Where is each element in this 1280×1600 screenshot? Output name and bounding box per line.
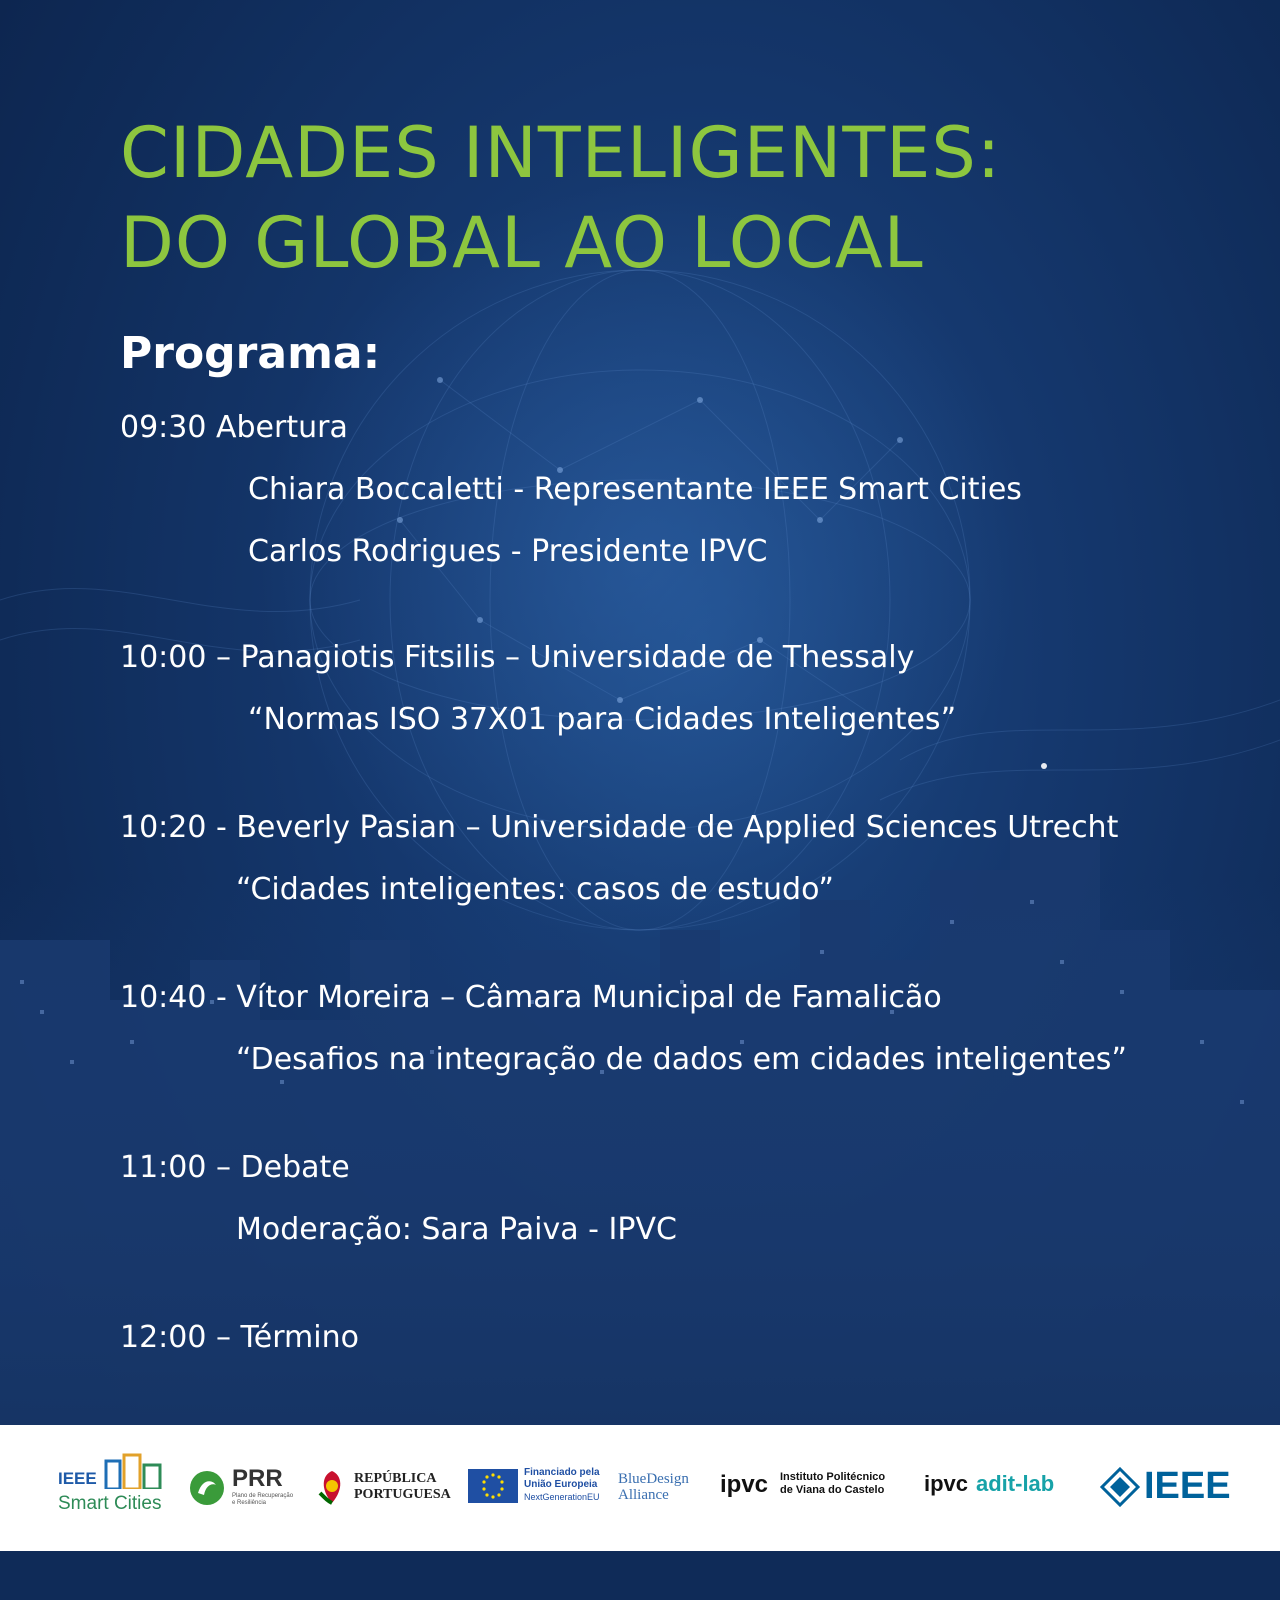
prr-sub-text: e Resiliência — [232, 1500, 267, 1506]
smart-cities-buildings-icon — [104, 1453, 164, 1489]
event-title — [120, 108, 1001, 288]
ipvc-logo — [720, 1469, 910, 1507]
title-line-2: DO GLOBAL AO LOCAL — [120, 202, 924, 284]
schedule-talk-title: “Cidades inteligentes: casos de estudo” — [236, 872, 834, 907]
schedule-speaker: Chiara Boccaletti - Representante IEEE Smart Cities — [248, 472, 1022, 507]
ieee-text: IEEE — [1144, 1465, 1231, 1507]
bluedesign-text: BlueDesign — [618, 1471, 689, 1487]
schedule-talk-title: “Normas ISO 37X01 para Cidades Inteligentes” — [248, 702, 957, 737]
republica-portuguesa-logo — [318, 1467, 453, 1507]
portugal-emblem-icon — [318, 1469, 346, 1505]
ipvc-text: ipvc — [720, 1471, 769, 1498]
portuguesa-text: PORTUGUESA — [354, 1487, 451, 1502]
ipvc-adit-lab-logo — [924, 1469, 1074, 1507]
schedule-moderator: Moderação: Sara Paiva - IPVC — [236, 1212, 677, 1247]
ieee-diamond-icon — [1100, 1467, 1140, 1507]
schedule-item-closing: 12:00 – Término — [120, 1320, 359, 1355]
ieee-sc-bottom-text: Smart Cities — [58, 1493, 162, 1514]
title-line-1: CIDADES INTELIGENTES: — [120, 112, 1002, 194]
schedule-item-debate: 11:00 – Debate — [120, 1150, 350, 1185]
prr-sub-text: Plano de Recuperação — [232, 1493, 294, 1499]
eu-flag-icon — [468, 1469, 518, 1503]
schedule-item-talk: 10:40 - Vítor Moreira – Câmara Municipal de Famalicão — [120, 980, 942, 1015]
eu-funding-logo — [468, 1465, 608, 1511]
alliance-text: Alliance — [618, 1487, 669, 1503]
schedule-speaker: Carlos Rodrigues - Presidente IPVC — [248, 534, 768, 569]
prr-circle-icon — [188, 1469, 226, 1507]
eu-text: União Europeia — [524, 1479, 598, 1490]
adit-ipvc-text: ipvc — [924, 1471, 969, 1496]
program-heading: Programa: — [120, 328, 381, 379]
ipvc-name-text: de Viana do Castelo — [780, 1484, 885, 1496]
schedule-talk-title: “Desafios na integração de dados em cidades inteligentes” — [236, 1042, 1127, 1077]
prr-logo — [188, 1465, 308, 1511]
schedule-item-talk: 10:00 – Panagiotis Fitsilis – Universidade de Thessaly — [120, 640, 915, 675]
eu-text: NextGenerationEU — [524, 1492, 600, 1502]
bottom-band — [0, 1551, 1280, 1600]
bluedesign-alliance-logo — [618, 1471, 698, 1505]
schedule-item-talk: 10:20 - Beverly Pasian – Universidade de Applied Sciences Utrecht — [120, 810, 1119, 845]
prr-text: PRR — [232, 1465, 283, 1492]
sponsor-footer — [0, 1425, 1280, 1551]
eu-text: Financiado pela — [524, 1467, 600, 1478]
republica-text: REPÚBLICA — [354, 1471, 437, 1486]
ieee-logo — [1100, 1465, 1242, 1509]
ieee-sc-top-text: IEEE — [58, 1469, 97, 1488]
ipvc-name-text: Instituto Politécnico — [780, 1471, 886, 1483]
ieee-smart-cities-logo — [58, 1453, 168, 1523]
schedule-item-opening: 09:30 Abertura — [120, 410, 348, 445]
adit-lab-text: adit-lab — [976, 1471, 1055, 1496]
